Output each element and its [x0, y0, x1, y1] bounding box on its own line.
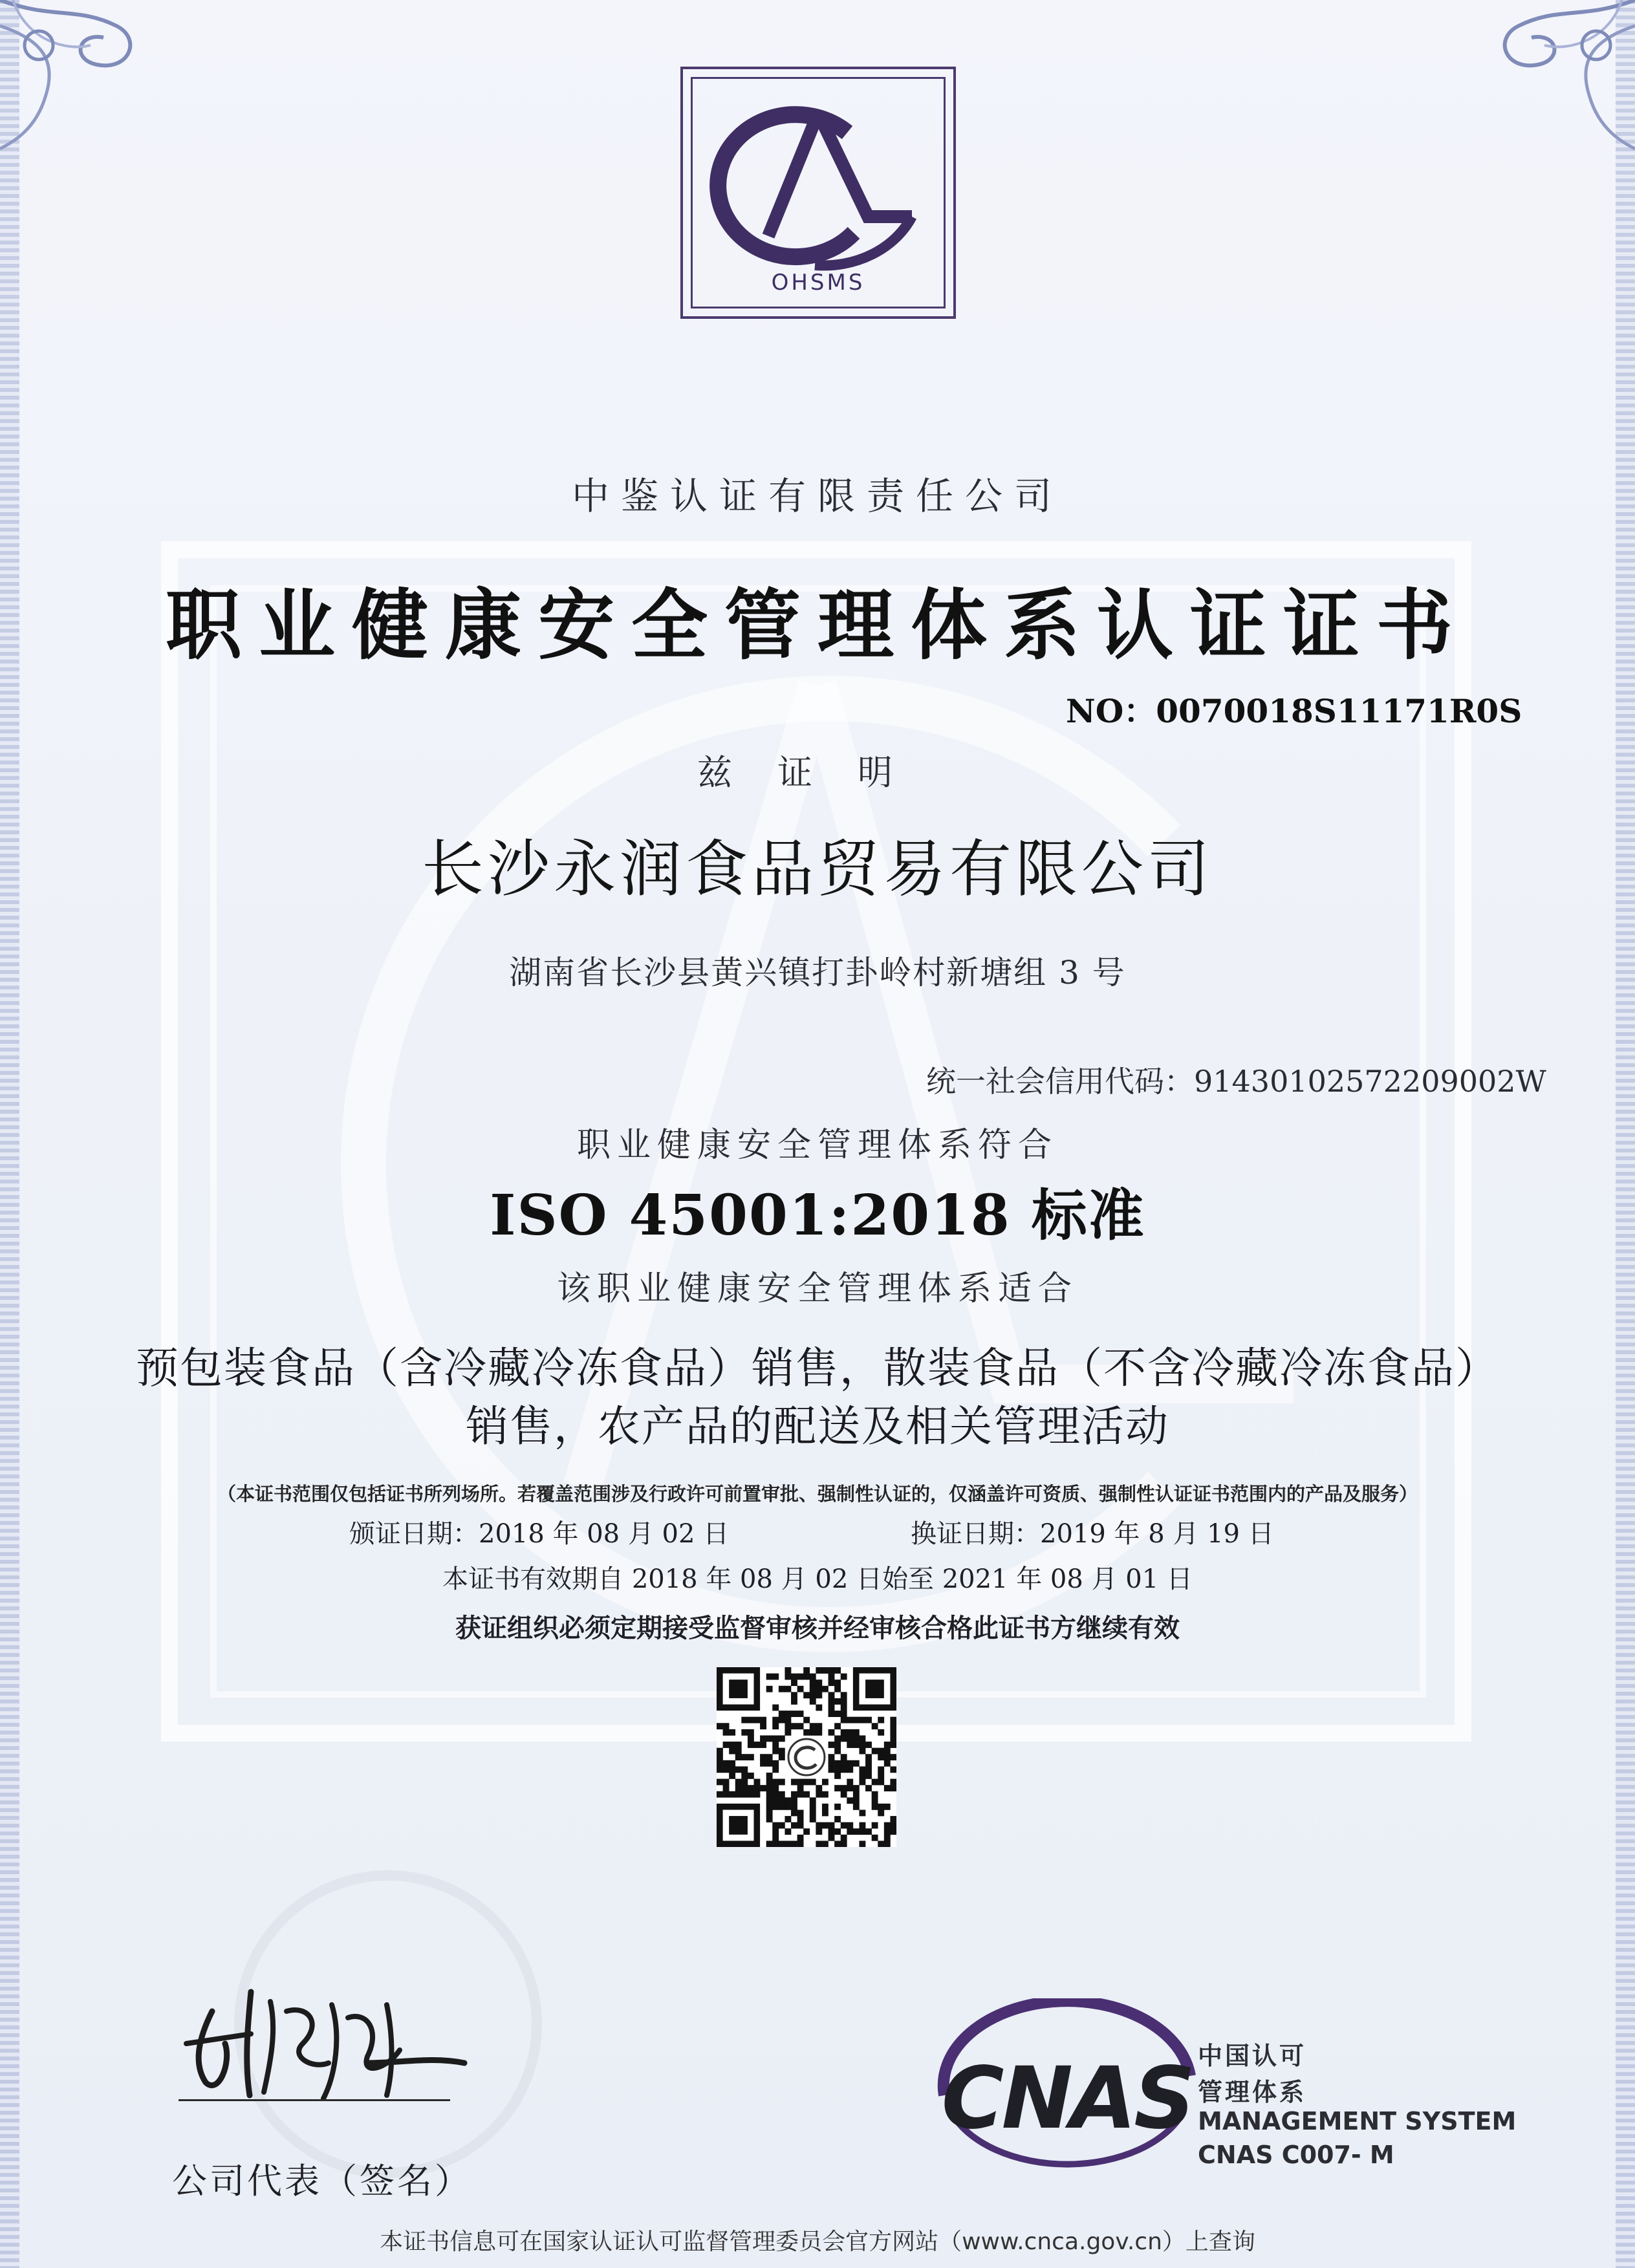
company-name: 长沙永润食品贸易有限公司: [422, 833, 1213, 905]
qr-code-icon: [717, 1667, 896, 1847]
conformity-statement: 职业健康安全管理体系符合: [576, 1126, 1058, 1165]
standard-name: ISO 45001:2018 标准: [490, 1183, 1145, 1248]
signature-label: 公司代表（签名）: [172, 2161, 472, 2201]
cnas-logo: [925, 1998, 1209, 2186]
issue-date: 颁证日期：2018 年 08 月 02 日: [349, 1519, 730, 1549]
surveillance-statement: 获证组织必须定期接受监督审核并经审核合格此证书方继续有效: [455, 1614, 1180, 1643]
qr-code[interactable]: [717, 1667, 896, 1847]
company-address: 湖南省长沙县黄兴镇打卦岭村新塘组 3 号: [509, 954, 1126, 991]
certificate-title: 职业健康安全管理体系认证证书: [165, 581, 1469, 670]
cnas-cn-line-2: 管理体系: [1198, 2078, 1307, 2106]
signature-line: [179, 2099, 450, 2101]
certificate-number: NO：0070018S11171R0S: [1066, 692, 1522, 730]
issuer-name: 中鉴认证有限责任公司: [571, 474, 1063, 518]
svg-text:CNAS: CNAS: [941, 2049, 1193, 2148]
scope-line-1: 预包装食品（含冷藏冷冻食品）销售，散装食品（不含冷藏冷冻食品）: [136, 1343, 1499, 1393]
cnas-en-line-2: CNAS C007- M: [1198, 2141, 1394, 2169]
change-date: 换证日期：2019 年 8 月 19 日: [911, 1519, 1274, 1549]
cqc-logo-icon: [698, 87, 938, 281]
ohsms-logo: [680, 67, 956, 319]
applicability-statement: 该职业健康安全管理体系适合: [556, 1269, 1078, 1308]
footer-note: 本证书信息可在国家认证认可监督管理委员会官方网站（www.cnca.gov.cn）上查询: [380, 2229, 1255, 2255]
cnas-en-line-1: MANAGEMENT SYSTEM: [1198, 2107, 1517, 2135]
signature-image: [173, 1966, 471, 2115]
cnas-cn-line-1: 中国认可: [1198, 2042, 1307, 2070]
ohsms-label: OHSMS: [771, 270, 865, 296]
hereby-certify: 兹证明: [697, 752, 938, 793]
scope-note: （本证书范围仅包括证书所列场所。若覆盖范围涉及行政许可前置审批、强制性认证的，仅涵盖许可资质、强制性认证证书范围内的产品及服务）: [217, 1483, 1418, 1505]
validity-period: 本证书有效期自 2018 年 08 月 02 日始至 2021 年 08 月 01 日: [442, 1564, 1193, 1594]
scope-line-2: 销售，农产品的配送及相关管理活动: [466, 1401, 1169, 1451]
credit-code: 统一社会信用代码：91430102572209002W: [926, 1064, 1546, 1099]
